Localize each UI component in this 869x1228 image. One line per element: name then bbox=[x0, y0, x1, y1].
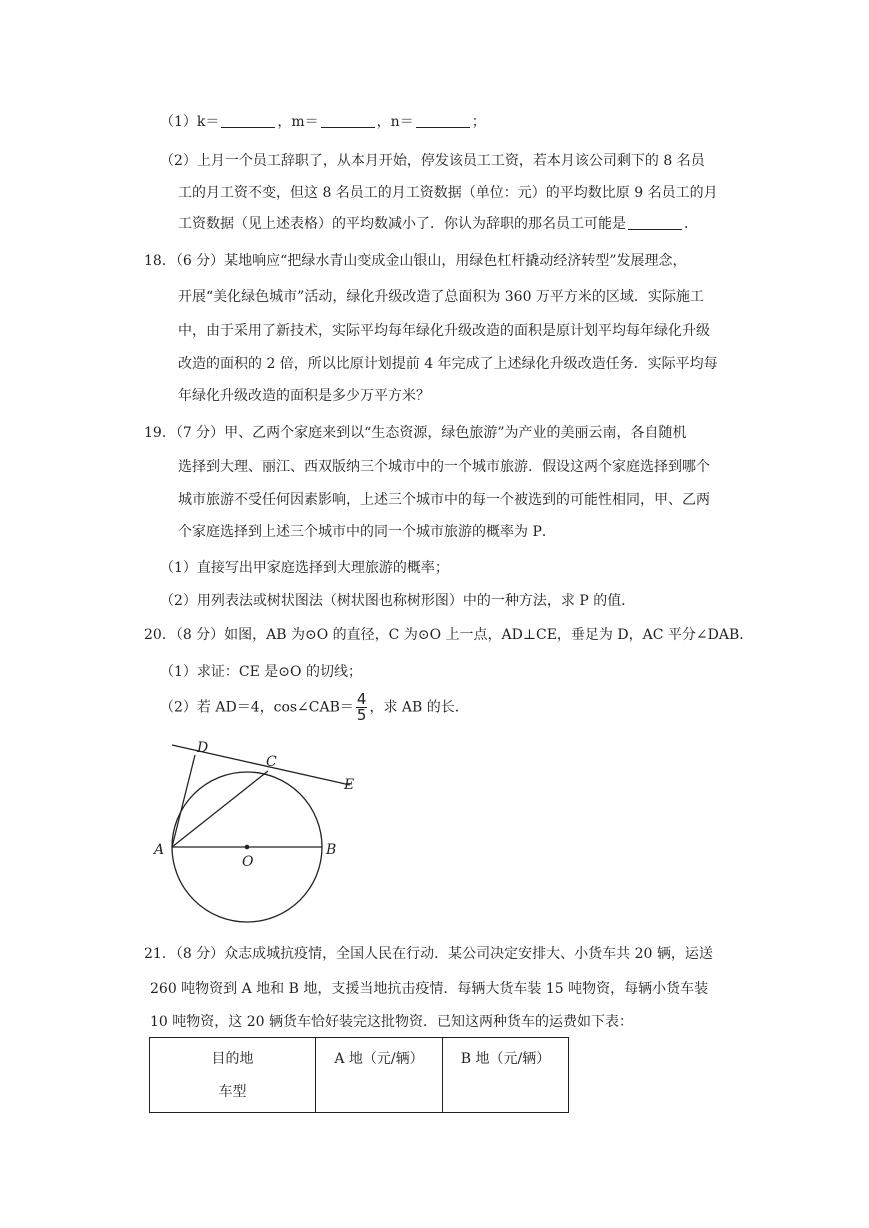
table-header-corner bbox=[150, 1038, 316, 1113]
q19-line2: 选择到大理、丽江、西双版纳三个城市中的一个城市旅游．假设这两个家庭选择到哪个 bbox=[178, 459, 710, 475]
q17-part1: （1）k＝ ，m＝ ，n＝ ； bbox=[160, 114, 486, 130]
q21-line2: 260 吨物资到 A 地和 B 地，支援当地抗击疫情．每辆大货车装 15 吨物资，每辆小货车装 bbox=[150, 981, 709, 997]
q20-line2: （1）求证：CE 是⊙O 的切线； bbox=[160, 664, 362, 680]
q18-line4: 改造的面积的 2 倍，所以比原计划提前 4 年完成了上述绿化升级改造任务．实际平均每 bbox=[178, 356, 718, 372]
header-col-a: A 地（元/辆） bbox=[316, 1038, 443, 1113]
freight-table bbox=[149, 1037, 569, 1113]
label-d: D bbox=[197, 740, 209, 756]
q18-line1: 18．（6 分）某地响应“把绿水青山变成金山银山，用绿色杠杆撬动经济转型”发展理念， bbox=[144, 253, 687, 269]
answer-blank-employee bbox=[628, 215, 682, 230]
answer-blank-n bbox=[416, 113, 470, 128]
q18-line5: 年绿化升级改造的面积是多少万平方米？ bbox=[178, 388, 430, 404]
q19-line4: 个家庭选择到上述三个城市中的同一个城市旅游的概率为 P． bbox=[178, 524, 556, 540]
table-row bbox=[150, 1038, 569, 1113]
label-b: B bbox=[326, 842, 337, 858]
label-e: E bbox=[344, 777, 355, 793]
q20-line1: 20．（8 分）如图，AB 为⊙O 的直径，C 为⊙O 上一点，AD⊥CE，垂足为 D，AC 平分∠DAB． bbox=[144, 627, 754, 643]
header-destination: 目的地 bbox=[211, 1051, 254, 1067]
q21-line1: 21．（8 分）众志成城抗疫情，全国人民在行动．某公司决定安排大、小货车共 20 辆，运送 bbox=[144, 946, 713, 962]
q17-part2-line2: 工的月工资不变，但这 8 名员工的月工资数据（单位：元）的平均数比原 9 名员工的月 bbox=[178, 185, 718, 201]
header-vehicle-type: 车型 bbox=[218, 1084, 247, 1100]
header-col-b: B 地（元/辆） bbox=[443, 1038, 569, 1113]
answer-blank-m bbox=[321, 113, 375, 128]
q18-line3: 中，由于采用了新技术，实际平均每年绿化升级改造的面积是原计划平均每年绿化升级 bbox=[178, 323, 710, 339]
q21-line3: 10 吨物资，这 20 辆货车恰好装完这批物资．已知这两种货车的运费如下表： bbox=[150, 1014, 633, 1030]
q19-line6: （2）用列表法或树状图法（树状图也称树形图）中的一种方法，求 P 的值． bbox=[160, 593, 636, 609]
segment-ac bbox=[172, 771, 268, 847]
q18-line2: 开展“美化绿色城市”活动，绿化升级改造了总面积为 360 万平方米的区域．实际施工 bbox=[178, 289, 704, 305]
q19-line5: （1）直接写出甲家庭选择到大理旅游的概率； bbox=[160, 560, 449, 576]
q20-line3: （2）若 AD＝4，cos∠CAB＝ $\frac{4}{5}$ ，求 AB 的长． bbox=[160, 690, 469, 724]
q17-part2-line3: 工资数据（见上述表格）的平均数减小了．你认为辞职的那名员工可能是 ． bbox=[178, 216, 698, 232]
q19-line3: 城市旅游不受任何因素影响，上述三个城市中的每一个被选到的可能性相同，甲、乙两 bbox=[178, 492, 710, 508]
cos-fraction: $\frac{4}{5}$ bbox=[356, 690, 367, 724]
q17-part2-line1: （2）上月一个员工辞职了，从本月开始，停发该员工工资，若本月该公司剩下的 8 名员 bbox=[160, 153, 705, 169]
center-dot bbox=[245, 845, 250, 850]
label-a: A bbox=[154, 842, 165, 858]
label-c: C bbox=[266, 754, 277, 770]
answer-blank-k bbox=[221, 113, 275, 128]
circle-tangent-figure bbox=[150, 735, 370, 935]
q19-line1: 19．（7 分）甲、乙两个家庭来到以“生态资源，绿色旅游”为产业的美丽云南，各自随机 bbox=[144, 425, 687, 441]
label-o: O bbox=[242, 854, 254, 870]
segment-ad bbox=[172, 755, 195, 847]
